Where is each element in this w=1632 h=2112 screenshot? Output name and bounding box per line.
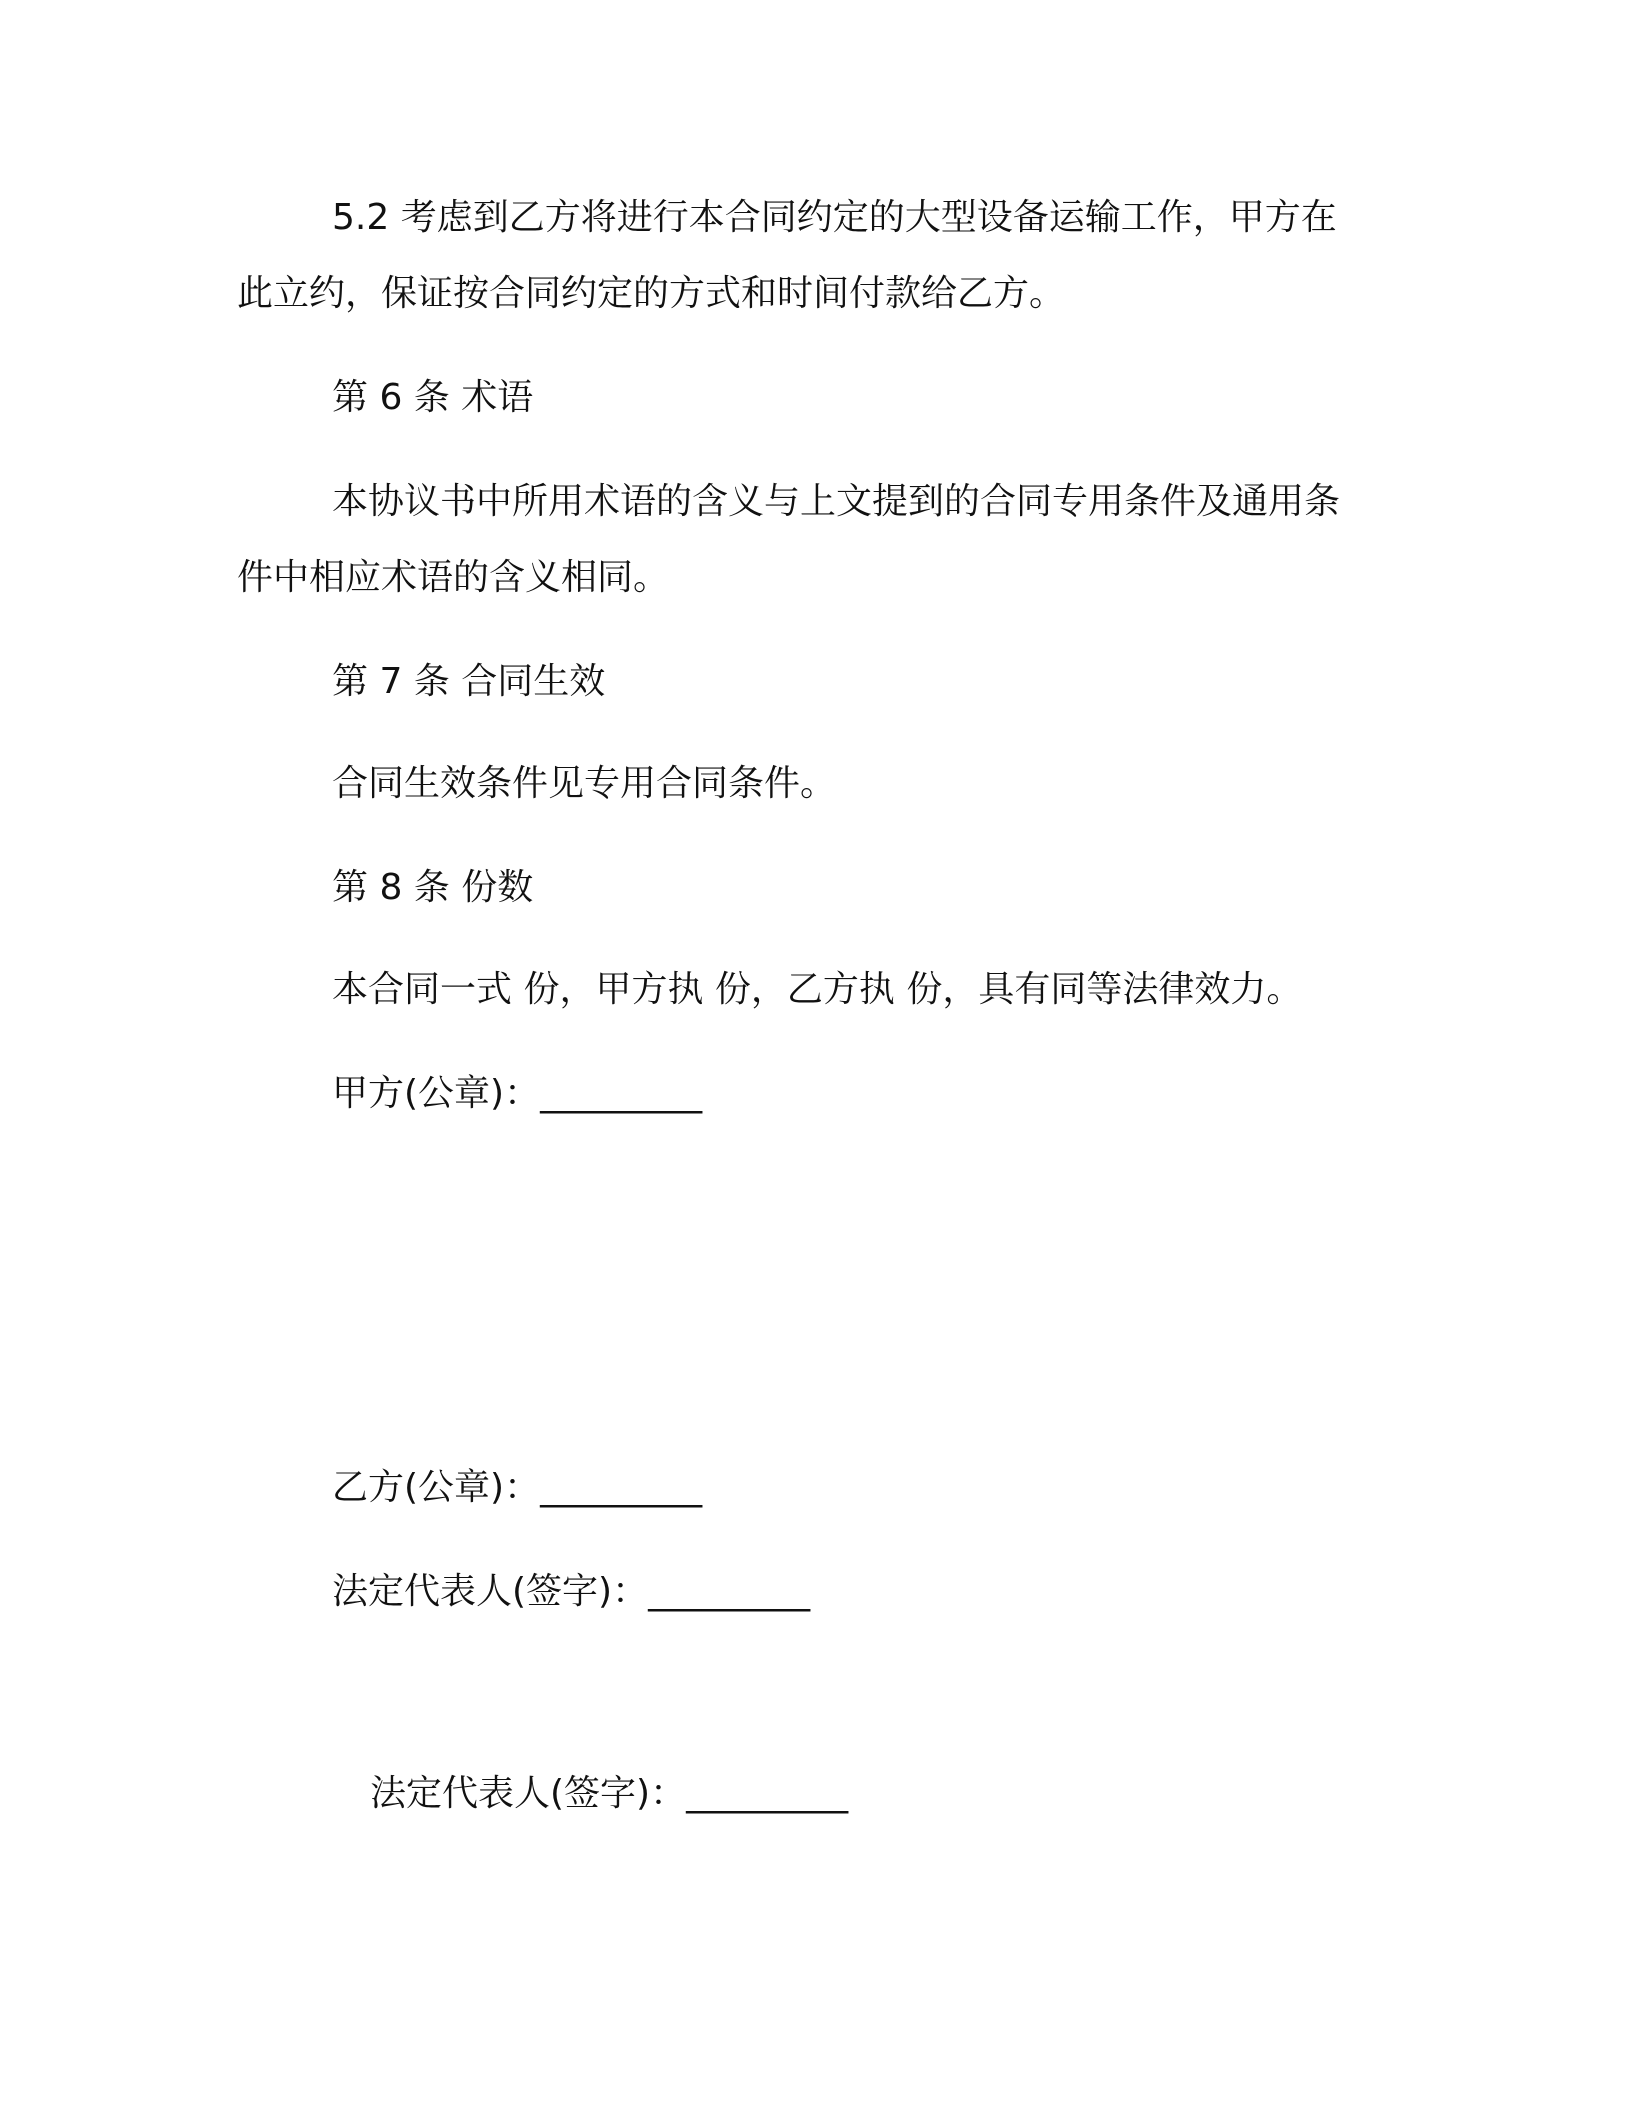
- clause-5-2-line-1: 5.2 考虑到乙方将进行本合同约定的大型设备运输工作，甲方在: [332, 197, 1337, 238]
- article-7-heading: 第 7 条 合同生效: [332, 661, 606, 702]
- article-8-heading: 第 8 条 份数: [332, 867, 534, 908]
- party-b-seal-line: 乙方(公章)：_________: [332, 1467, 703, 1508]
- article-6-line-2: 件中相应术语的含义相同。: [237, 557, 670, 598]
- article-6-heading: 第 6 条 术语: [332, 377, 534, 418]
- article-6-line-1: 本协议书中所用术语的含义与上文提到的合同专用条件及通用条: [332, 481, 1341, 522]
- article-7-body: 合同生效条件见专用合同条件。: [332, 763, 837, 804]
- clause-5-2-line-2: 此立约，保证按合同约定的方式和时间付款给乙方。: [237, 273, 1066, 314]
- legal-representative-signature-1: 法定代表人(签字)：_________: [332, 1571, 811, 1612]
- legal-representative-signature-2: 法定代表人(签字)：_________: [370, 1773, 849, 1814]
- party-a-seal-line: 甲方(公章)：_________: [332, 1073, 703, 1114]
- article-8-body: 本合同一式 份，甲方执 份，乙方执 份，具有同等法律效力。: [332, 969, 1303, 1010]
